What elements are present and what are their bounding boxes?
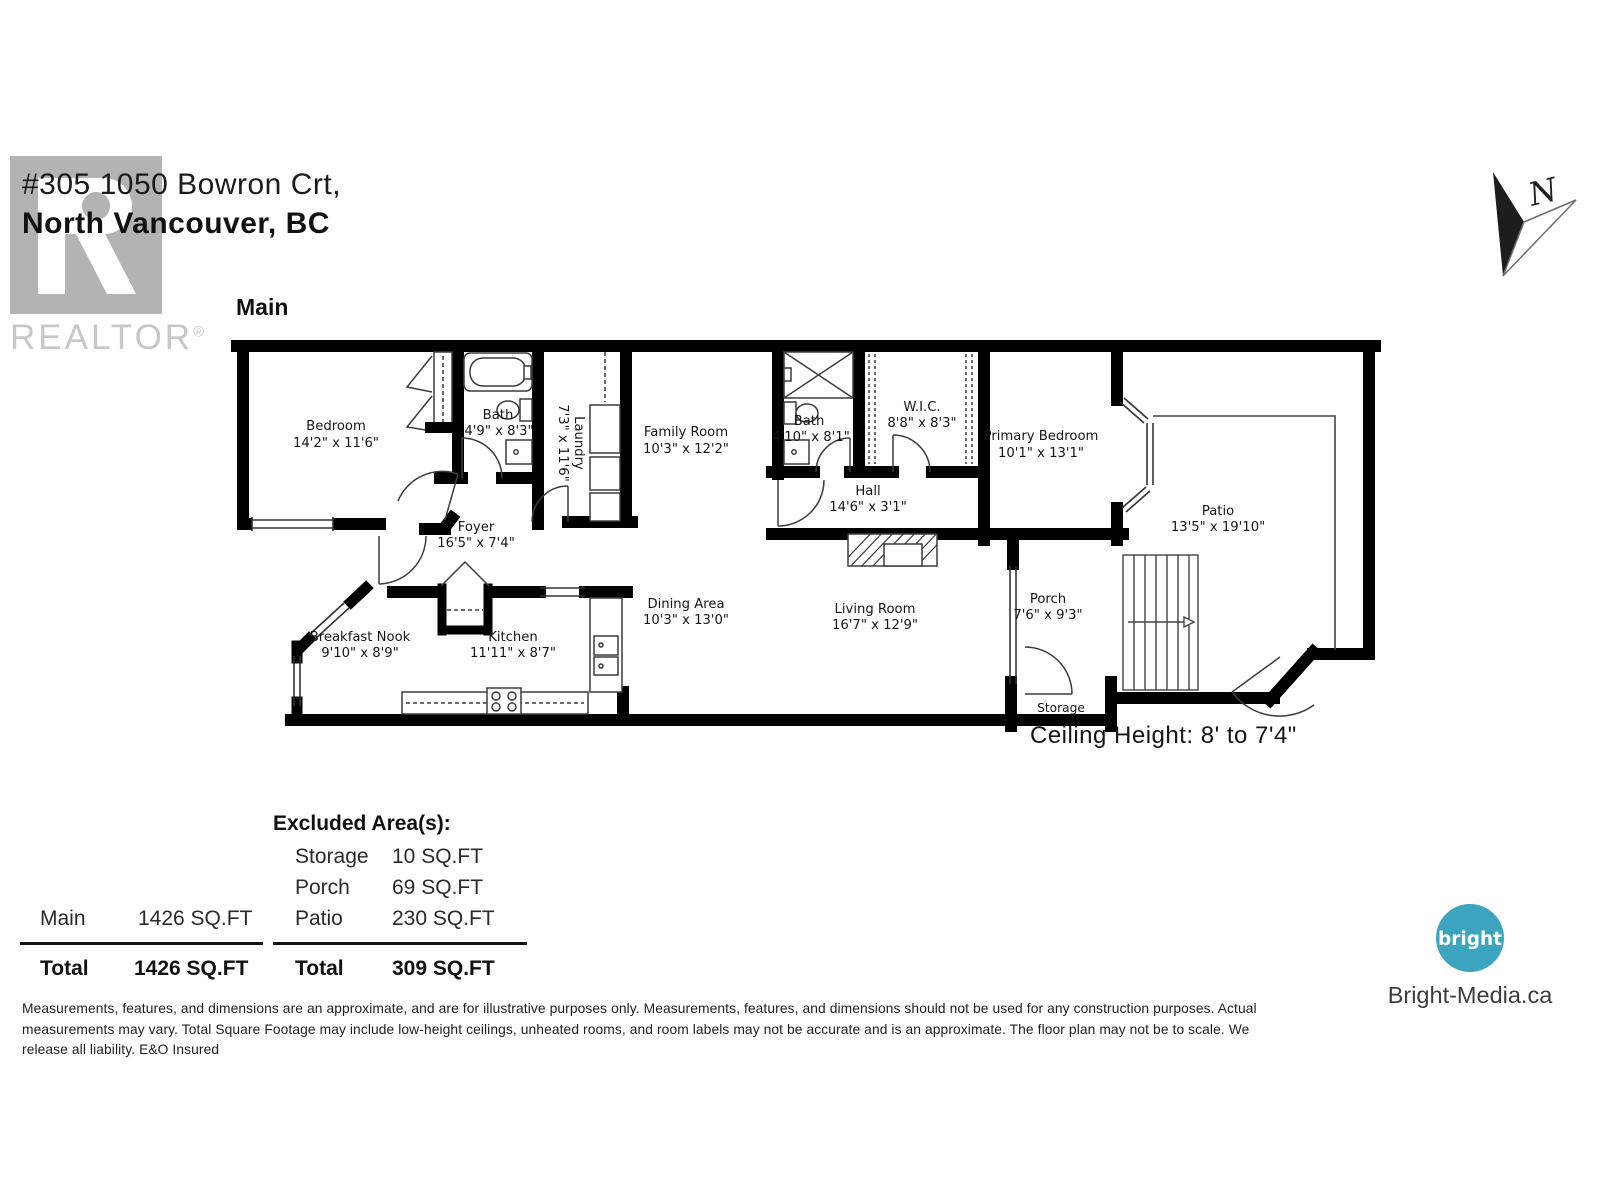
ceiling-height-note: Ceiling Height: 8' to 7'4" [1030,722,1297,749]
bright-media-website: Bright-Media.ca [1387,982,1553,1008]
svg-text:14'6" x 3'1": 14'6" x 3'1" [829,500,907,515]
stairs [1123,555,1198,690]
excluded-total-label: Total [295,957,344,980]
fireplace [836,528,953,570]
registered-mark-icon: ® [193,323,208,341]
svg-text:W.I.C.: W.I.C. [903,400,941,415]
svg-text:Patio: Patio [1201,504,1235,519]
svg-text:9'10" x 8'9": 9'10" x 8'9" [321,646,399,661]
room-label-breakfast-nook [310,630,411,661]
svg-text:14'2" x 11'6": 14'2" x 11'6" [293,436,379,451]
bright-media-logo [1390,900,1550,985]
excluded-table-title: Excluded Area(s): [273,812,451,835]
bright-logo-text: bright [1438,929,1502,950]
room-label-laundry [555,404,586,482]
svg-text:4'9" x 8'3": 4'9" x 8'3" [464,424,534,439]
summary-divider [20,942,263,945]
svg-text:Bath: Bath [482,408,514,423]
excluded-row-value: 230 SQ.FT [392,907,495,930]
disclaimer-line: measurements may vary. Total Square Footage may include low-height ceilings, unheated rooms, and room labels may not be accurate and is an approximate. The floor plan may not be to scale. We [22,1021,1250,1037]
svg-text:Dining Area: Dining Area [647,597,725,612]
disclaimer-line: release all liability. E&O Insured [22,1042,220,1057]
summary-row-label: Main [40,907,86,930]
realtor-wordmark: REALTOR® [10,318,208,357]
svg-text:7'3" x 11'6": 7'3" x 11'6" [555,404,570,482]
shower [784,352,853,398]
svg-text:7'6" x 9'3": 7'6" x 9'3" [1013,608,1083,623]
svg-text:Porch: Porch [1029,592,1067,607]
svg-text:Bath: Bath [793,414,825,429]
stove [487,688,521,714]
address-line-2: North Vancouver, BC [22,207,330,240]
laundry-appliances [590,352,620,521]
room-label-bedroom [293,419,379,451]
disclaimer-line: Measurements, features, and dimensions are an approximate, and are for illustrative purposes only. Measurements, features, and dimensions should not be used for any construction purposes. Actual [22,1001,1257,1016]
summary-total-label: Total [40,957,89,980]
svg-text:8'8" x 8'3": 8'8" x 8'3" [887,416,957,431]
svg-text:16'7" x 12'9": 16'7" x 12'9" [832,618,918,633]
svg-text:10'3" x 13'0": 10'3" x 13'0" [643,613,729,628]
room-label-living-room [832,602,918,633]
room-label-porch [1013,592,1082,623]
north-compass-icon [1493,170,1576,276]
room-label-wic [887,400,956,431]
compass-n-label: N [1524,170,1562,214]
excluded-row-label: Patio [295,907,343,930]
excluded-row-label: Porch [295,876,350,899]
svg-text:16'5" x 7'4": 16'5" x 7'4" [437,536,515,551]
address-line-1: #305 1050 Bowron Crt, [22,168,342,201]
excluded-divider [273,942,527,945]
svg-text:Primary Bedroom: Primary Bedroom [983,429,1099,444]
svg-text:Laundry: Laundry [571,416,586,470]
room-label-hall [829,484,907,515]
svg-text:13'5" x 19'10": 13'5" x 19'10" [1170,520,1266,535]
bathroom-sink [506,440,532,464]
room-label-storage: Storage [1037,701,1085,715]
svg-text:10'3" x 12'2": 10'3" x 12'2" [643,442,729,457]
svg-text:Breakfast Nook: Breakfast Nook [309,630,411,645]
svg-text:Foyer: Foyer [457,520,495,535]
svg-text:Kitchen: Kitchen [488,630,538,645]
room-label-family-room [643,425,729,457]
disclaimer-text [22,999,1372,1061]
bright-logo-icon [1390,900,1550,980]
excluded-row-label: Storage [295,845,369,868]
summary-total-value: 1426 SQ.FT [134,957,249,980]
svg-text:Family Room: Family Room [643,425,729,440]
walls [237,346,1375,726]
bathtub [464,353,532,391]
excluded-total-value: 309 SQ.FT [392,957,495,980]
svg-text:Bedroom: Bedroom [306,419,366,434]
svg-text:11'11" x 8'7": 11'11" x 8'7" [470,646,556,661]
room-label-kitchen [470,630,556,661]
excluded-row-value: 69 SQ.FT [392,876,484,899]
room-label-patio [1171,504,1265,535]
svg-text:4'10" x 8'1": 4'10" x 8'1" [772,430,850,445]
floor-name-label: Main [236,294,289,320]
svg-text:Living Room: Living Room [834,602,916,617]
room-label-dining-area [643,597,729,628]
room-label-primary-bedroom [984,429,1099,461]
excluded-row-value: 10 SQ.FT [392,845,484,868]
svg-text:Hall: Hall [855,484,881,499]
svg-text:10'1" x 13'1": 10'1" x 13'1" [998,446,1084,461]
summary-row-value: 1426 SQ.FT [138,907,253,930]
